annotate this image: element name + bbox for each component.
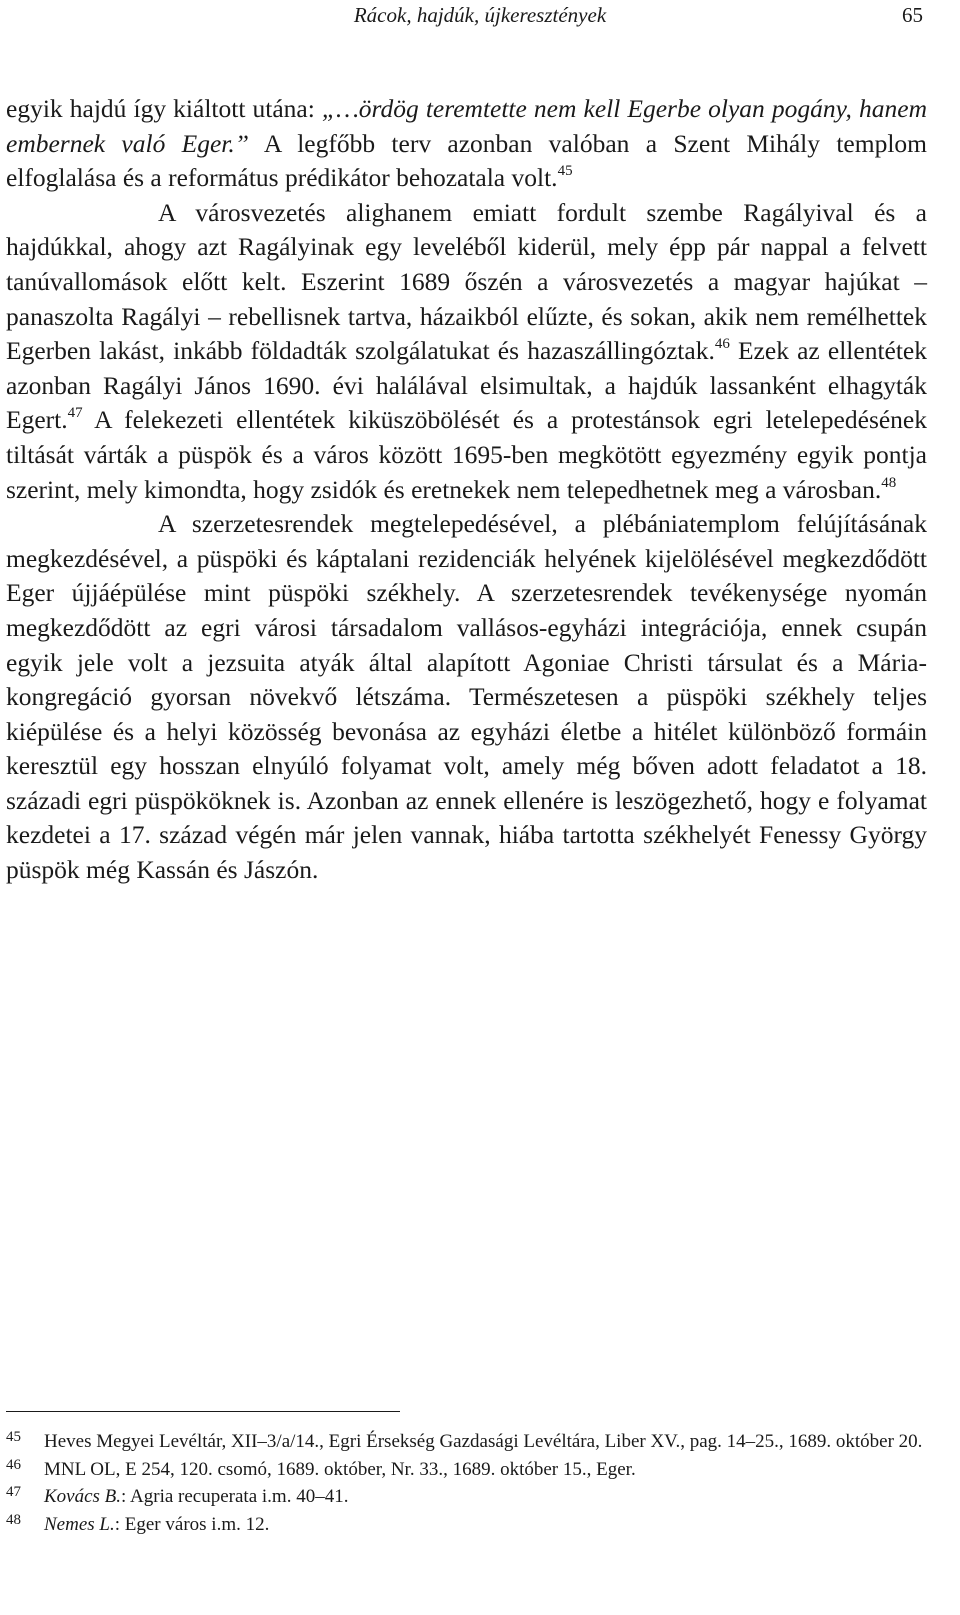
page-number: 65: [902, 3, 923, 27]
footnote-number: 46: [6, 1456, 21, 1473]
footnote-number: 47: [6, 1484, 21, 1500]
footnote-text: : Agria recuperata i.m. 40–41.: [121, 1486, 349, 1507]
paragraph-1: [6, 92, 927, 196]
footnote-author: Kovács B.: [44, 1486, 122, 1507]
footnote-47: [6, 1483, 927, 1511]
paragraph-1-rest: A legfőbb terv azonban valóban a Szent Mihály templom elfoglalása és a református prédikátor behozatala volt.: [6, 128, 927, 193]
paragraph-1-intro: egyik hajdú így kiáltott utána:: [6, 94, 322, 123]
running-title: Rácok, hajdúk, újkeresztények: [353, 3, 607, 27]
footnote-ref-48[interactable]: 48: [881, 474, 897, 491]
footnote-text: : Eger város i.m. 12.: [114, 1513, 270, 1535]
paragraph-2-part-3: A felekezeti ellentétek kiküszöbölését és a protestánsok egri letelepedésének tiltását várták a püspök és a város között 1695-ben megkötött egyezmény egyik pontja szerint, mely kimondta, hogy zsidók és eretnekek nem telepedhetnek meg a városban.: [6, 405, 927, 504]
footnote-text: Heves Megyei Levéltár, XII–3/a/14., Egri Érsekség Gazdasági Levéltára, Liber XV., pag. 14–25., 1689. október 20.: [44, 1431, 923, 1452]
paragraph-2-part-2: Ezek az ellentétek azonban Ragályi János 1690. évi halálával elsimultak, a hajdúk lassanként elhagyták Egert.: [6, 336, 927, 435]
paragraph-2: [6, 196, 927, 507]
quotation: „…ördög teremtette nem kell Egerbe olyan pogány, hanem embernek való Eger.”: [6, 94, 927, 158]
footnotes: [6, 1428, 927, 1538]
body-text: [6, 92, 927, 888]
footnote-ref-47[interactable]: 47: [67, 405, 83, 422]
paragraph-2-part-1: A városvezetés alighanem emiatt fordult szembe Ragályival és a hajdúkkal, ahogy azt Ragályinak egy leveléből kiderül, mely épp pár nappal a felvett tanúvallomások előtt kelt. Eszerint 1689 őszén a városvezetés a magyar hajúkat – panaszolta Ragályi – rebellisnek tartva, házaikból elűzte, és sokan, akik nem remélhettek Egerben lakást, inkább földadták szolgálatukat és hazaszállingóztak.: [6, 197, 927, 366]
footnote-text: MNL OL, E 254, 120. csomó, 1689. október, Nr. 33., 1689. október 15., Eger.: [44, 1458, 636, 1480]
footnote-author: Nemes L.: [44, 1513, 115, 1535]
footnote-number: 45: [6, 1429, 21, 1445]
footnote-ref-46[interactable]: 46: [714, 336, 730, 353]
footnote-separator: [6, 1411, 400, 1412]
paragraph-3: A szerzetesrendek megtelepedésével, a plébániatemplom felújításának megkezdésével, a püspöki és káptalani rezidenciák helyének kijelölésével megkezdődött Eger újjáépülése mint püspöki székhely. A szerzetesrendek tevékenysége nyomán megkezdődött az egri városi társadalom vallásos-egyházi integrációja, ennek csupán egyik jele volt a jezsuita atyák által alapított Agoniae Christi társulat és a Mária-kongregáció gyorsan növekvő létszáma. Természetesen a püspöki székhely teljes kiépülése és a helyi közösség bevonása az egyházi életbe a hitélet különböző formáin keresztül egy hosszan elnyúló folyamat volt, amely még bőven adott feladatot a 18. századi egri püspököknek is. Azonban az ennek ellenére is leszögezhető, hogy e folyamat kezdetei a 17. század végén már jelen vannak, hiába tartotta székhelyét Fenessy György püspök még Kassán és Jászón.: [6, 509, 927, 885]
footnote-48: [6, 1511, 927, 1539]
running-header: [0, 2, 960, 32]
footnote-45: [6, 1428, 927, 1456]
footnote-46: [6, 1456, 927, 1484]
footnote-number: 48: [6, 1511, 21, 1528]
footnote-ref-45[interactable]: 45: [557, 163, 573, 180]
